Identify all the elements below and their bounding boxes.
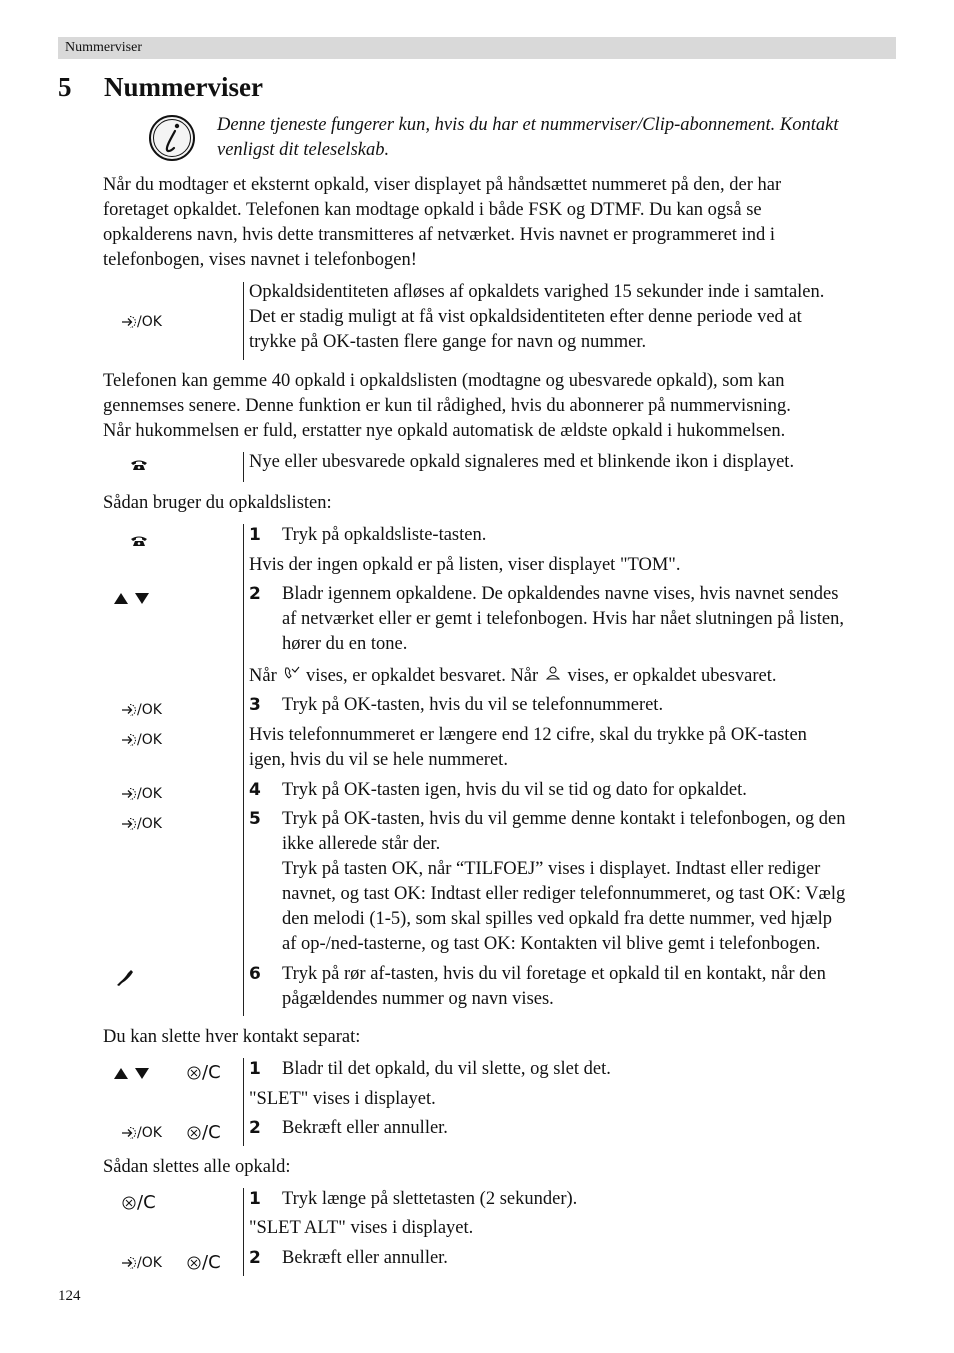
text-line: Hvis telefonnummeret er længere end 12 cifre, skal du trykke på OK-tasten — [249, 725, 807, 745]
text-line: telefonbogen, vises navnet i telefonbogen! — [103, 250, 417, 270]
ok-label: /OK — [137, 314, 162, 330]
step-number: 1 — [249, 1189, 261, 1209]
ok-label: /OK — [137, 786, 162, 802]
header-bar — [58, 37, 896, 59]
margin-rule — [243, 452, 244, 482]
note-part: Når — [249, 666, 277, 686]
delete-all-heading: Sådan slettes alle opkald: — [103, 1157, 291, 1177]
enter-ok-icon — [121, 314, 162, 330]
c-label: /C — [202, 1062, 221, 1083]
block1-text — [249, 280, 824, 355]
note-part: vises, er opkaldet besvaret. Når — [305, 666, 539, 686]
text-line: gennemses senere. Denne funktion er kun til rådighed, hvis du abonnerer på nummervisning. — [103, 396, 791, 416]
text-line: den melodi (1-5), som skal spilles ved opkald fra dette nummer, ved hjælp — [282, 909, 833, 929]
step-note — [249, 723, 807, 773]
margin-rule — [243, 524, 244, 1016]
ok-label: /OK — [137, 1125, 162, 1141]
note-line: Denne tjeneste fungerer kun, hvis du har et nummerviser/Clip-abonnement. Kontakt — [217, 115, 839, 135]
text-line: af netværket eller er gemt i telefonbogen. Hvis har nået slutningen på listen, — [282, 609, 845, 629]
enter-ok-icon — [121, 816, 162, 832]
running-title: Nummerviser — [65, 40, 142, 55]
step-note: "SLET ALT" vises i displayet. — [249, 1218, 474, 1238]
howto-heading: Sådan bruger du opkaldslisten: — [103, 493, 332, 513]
enter-ok-icon — [121, 1125, 162, 1141]
note-line: venligst dit teleselskab. — [217, 140, 390, 160]
text-line: foretaget opkaldet. Telefonen kan modtage opkald i både FSK og DTMF. Du kan også se — [103, 200, 762, 220]
step-number: 2 — [249, 1118, 261, 1138]
margin-rule — [243, 1058, 244, 1146]
margin-rule — [243, 1188, 244, 1276]
enter-ok-icon — [121, 702, 162, 718]
text-line: pågældendes nummer og navn vises. — [282, 989, 554, 1009]
chapter-number: 5 — [58, 72, 72, 102]
ok-label: /OK — [137, 1255, 162, 1271]
step-text — [282, 582, 844, 657]
answered-call-icon — [281, 666, 301, 686]
step-text: Bekræft eller annuller. — [282, 1248, 448, 1268]
ok-label: /OK — [137, 732, 162, 748]
margin-rule — [243, 282, 244, 360]
step-note: Hvis der ingen opkald er på listen, viser displayet "TOM". — [249, 555, 681, 575]
delete-c-icon — [186, 1122, 221, 1143]
handset-icon — [115, 969, 135, 991]
text-line: Tryk på rør af-tasten, hvis du vil foretage et opkald til en kontakt, når den — [282, 964, 826, 984]
delete-c-icon — [186, 1252, 221, 1273]
note-part: vises, er opkaldet ubesvaret. — [567, 666, 777, 686]
step-text — [282, 807, 845, 957]
chapter-title: Nummerviser — [104, 72, 263, 102]
step-6 — [249, 962, 899, 1014]
text-line: opkalderens navn, hvis dette transmitteres af netværket. Hvis navnet er programmeret ind i — [103, 225, 775, 245]
text-line: Det er stadig muligt at få vist opkaldsidentiteten efter denne periode ved at — [249, 307, 802, 327]
text-line: hører du en tone. — [282, 634, 408, 654]
step-note — [249, 664, 777, 689]
missed-call-icon — [543, 666, 563, 686]
phone-icon — [130, 459, 148, 475]
step-number: 5 — [249, 809, 261, 829]
text-line: Når hukommelsen er fuld, erstatter nye opkald automatisk de ældste opkald i hukommelsen. — [103, 421, 786, 441]
step-2 — [249, 582, 899, 662]
enter-ok-icon — [121, 1255, 162, 1271]
text-line: ikke allerede står der. — [282, 834, 441, 854]
page-number: 124 — [58, 1288, 81, 1304]
step-5 — [249, 807, 899, 957]
c-label: /C — [202, 1252, 221, 1273]
step-text: Bladr til det opkald, du vil slette, og slet det. — [282, 1059, 611, 1079]
up-down-arrows-icon — [113, 1066, 153, 1084]
delete-c-icon — [121, 1192, 156, 1213]
step-text: Tryk længe på slettetasten (2 sekunder). — [282, 1189, 578, 1209]
step-number: 3 — [249, 695, 261, 715]
step-text: Bekræft eller annuller. — [282, 1118, 448, 1138]
text-line: Opkaldsidentiteten afløses af opkaldets varighed 15 sekunder inde i samtalen. — [249, 282, 825, 302]
info-icon — [148, 114, 196, 162]
step-text — [282, 962, 826, 1012]
step-number: 4 — [249, 780, 261, 800]
text-line: igen, hvis du vil se hele nummeret. — [249, 750, 508, 770]
text-line: trykke på OK-tasten flere gange for navn og nummer. — [249, 332, 647, 352]
up-down-arrows-icon — [113, 591, 153, 609]
step-text: Tryk på OK-tasten igen, hvis du vil se tid og dato for opkaldet. — [282, 780, 747, 800]
step-number: 1 — [249, 525, 261, 545]
step-number: 2 — [249, 584, 261, 604]
note-text — [217, 113, 907, 163]
enter-ok-icon — [121, 732, 162, 748]
text-line: Når du modtager et eksternt opkald, viser displayet på håndsættet nummeret på den, der har — [103, 175, 782, 195]
block2-text: Nye eller ubesvarede opkald signaleres med et blinkende ikon i displayet. — [249, 452, 795, 472]
step-number: 6 — [249, 964, 261, 984]
step-text: Tryk på opkaldsliste-tasten. — [282, 525, 487, 545]
ok-label: /OK — [137, 816, 162, 832]
chapter-heading — [58, 72, 263, 103]
phone-icon — [130, 535, 148, 551]
text-line: Bladr igennem opkaldene. De opkaldendes navne vises, hvis navnet sendes — [282, 584, 839, 604]
enter-ok-icon — [121, 786, 162, 802]
ok-label: /OK — [137, 702, 162, 718]
c-label: /C — [137, 1192, 156, 1213]
step-number: 2 — [249, 1248, 261, 1268]
delete-c-icon — [186, 1062, 221, 1083]
step-note: "SLET" vises i displayet. — [249, 1089, 436, 1109]
step-number: 1 — [249, 1059, 261, 1079]
call-list-paragraph — [103, 369, 893, 444]
intro-paragraph — [103, 173, 893, 273]
text-line: Tryk på tasten OK, når “TILFOEJ” vises i displayet. Indtast eller rediger — [282, 859, 821, 879]
delete-single-heading: Du kan slette hver kontakt separat: — [103, 1027, 361, 1047]
c-label: /C — [202, 1122, 221, 1143]
text-line: af op-/ned-tasterne, og tast OK: Kontakten vil blive gemt i telefonbogen. — [282, 934, 821, 954]
text-line: Telefonen kan gemme 40 opkald i opkaldslisten (modtagne og ubesvarede opkald), som kan — [103, 371, 785, 391]
text-line: Tryk på OK-tasten, hvis du vil gemme denne kontakt i telefonbogen, og den — [282, 809, 846, 829]
text-line: navnet, og tast OK: Indtast eller rediger telefonnummeret, og tast OK: Vælg — [282, 884, 846, 904]
step-text: Tryk på OK-tasten, hvis du vil se telefonnummeret. — [282, 695, 664, 715]
